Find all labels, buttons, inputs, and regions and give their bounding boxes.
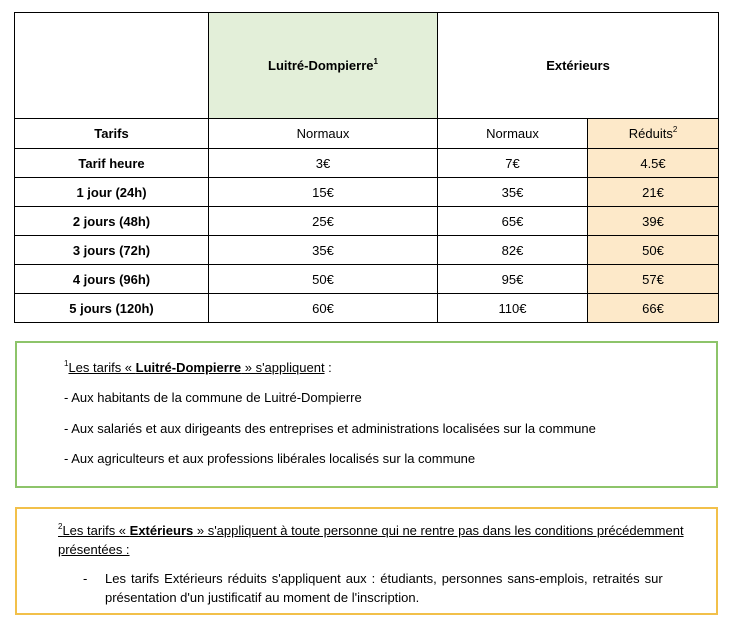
heading-name: Extérieurs: [129, 523, 194, 538]
list-item: - Aux habitants de la commune de Luitré-Dompierre: [64, 390, 362, 405]
ext-normal-price: 95€: [438, 265, 588, 294]
reduced-rate-item-continuation: présentation d'un justificatif au moment de l'inscription.: [105, 590, 420, 605]
ext-normal-price: 110€: [438, 294, 588, 323]
ext-normal-price: 35€: [438, 178, 588, 207]
normaux-ext-header: Normaux: [438, 119, 588, 149]
heading-colon: :: [324, 360, 332, 375]
table-row: [15, 294, 719, 323]
row-label: 3 jours (72h): [15, 236, 209, 265]
footnote-mark-2: 2: [58, 522, 63, 531]
row-label: 4 jours (96h): [15, 265, 209, 294]
table-row: [15, 265, 719, 294]
row-label: 5 jours (120h): [15, 294, 209, 323]
ext-reduced-price: 66€: [588, 294, 719, 323]
ext-reduced-price: 57€: [588, 265, 719, 294]
footnote-ref-1: 1: [373, 57, 378, 66]
table-row: [15, 207, 719, 236]
ext-reduced-price: 50€: [588, 236, 719, 265]
luitre-price: 35€: [209, 236, 438, 265]
luitre-price: 3€: [209, 149, 438, 178]
table-row: [15, 236, 719, 265]
heading-underlined: [68, 360, 324, 375]
heading-lead: Les tarifs «: [62, 523, 130, 538]
ext-reduced-price: 39€: [588, 207, 719, 236]
normaux-luitre-header: Normaux: [209, 119, 438, 149]
heading-name: Luitré-Dompierre: [135, 360, 242, 375]
ext-normal-price: 7€: [438, 149, 588, 178]
heading-tail: » s'appliquent à toute personne qui ne rentre pas dans les conditions précédemment: [193, 523, 684, 538]
rates-table: [14, 12, 719, 323]
reduits-header-label: Réduits: [628, 126, 673, 141]
list-item: - Aux salariés et aux dirigeants des entreprises et administrations localisées sur la commune: [64, 421, 596, 436]
heading-continuation: présentées :: [58, 542, 130, 557]
footnote-ref-2: 2: [672, 125, 678, 134]
luitre-price: 50€: [209, 265, 438, 294]
luitre-price: 15€: [209, 178, 438, 207]
reduced-rate-item: Les tarifs Extérieurs réduits s'appliquent aux : étudiants, personnes sans-emplois, retraités sur: [105, 571, 663, 586]
row-label: Tarif heure: [15, 149, 209, 178]
heading-tail: » s'appliquent: [241, 360, 325, 375]
list-item: - Aux agriculteurs et aux professions libérales localisés sur la commune: [64, 451, 476, 466]
luitre-conditions-heading: [64, 360, 332, 375]
table-row: [15, 178, 719, 207]
exterieurs-conditions-heading: [58, 523, 684, 538]
ext-reduced-price: 4.5€: [588, 149, 719, 178]
ext-normal-price: 65€: [438, 207, 588, 236]
table-row: [15, 149, 719, 178]
ext-reduced-price: 21€: [588, 178, 719, 207]
row-label: 1 jour (24h): [15, 178, 209, 207]
heading-lead: Les tarifs «: [68, 360, 136, 375]
luitre-header: [209, 13, 438, 119]
row-label: 2 jours (48h): [15, 207, 209, 236]
footnote-mark-1: 1: [64, 359, 69, 368]
exterieurs-header: Extérieurs: [438, 13, 719, 119]
reduits-header: [588, 119, 719, 149]
luitre-conditions-box: [15, 341, 718, 488]
subheader-row: [15, 119, 719, 149]
ext-normal-price: 82€: [438, 236, 588, 265]
exterieurs-conditions-box: [15, 507, 718, 615]
luitre-price: 25€: [209, 207, 438, 236]
empty-corner-cell: [15, 13, 209, 119]
bullet-dash: -: [83, 571, 88, 586]
luitre-header-label: Luitré-Dompierre: [268, 58, 374, 73]
luitre-price: 60€: [209, 294, 438, 323]
tarifs-header: Tarifs: [15, 119, 209, 149]
group-header-row: [15, 13, 719, 119]
